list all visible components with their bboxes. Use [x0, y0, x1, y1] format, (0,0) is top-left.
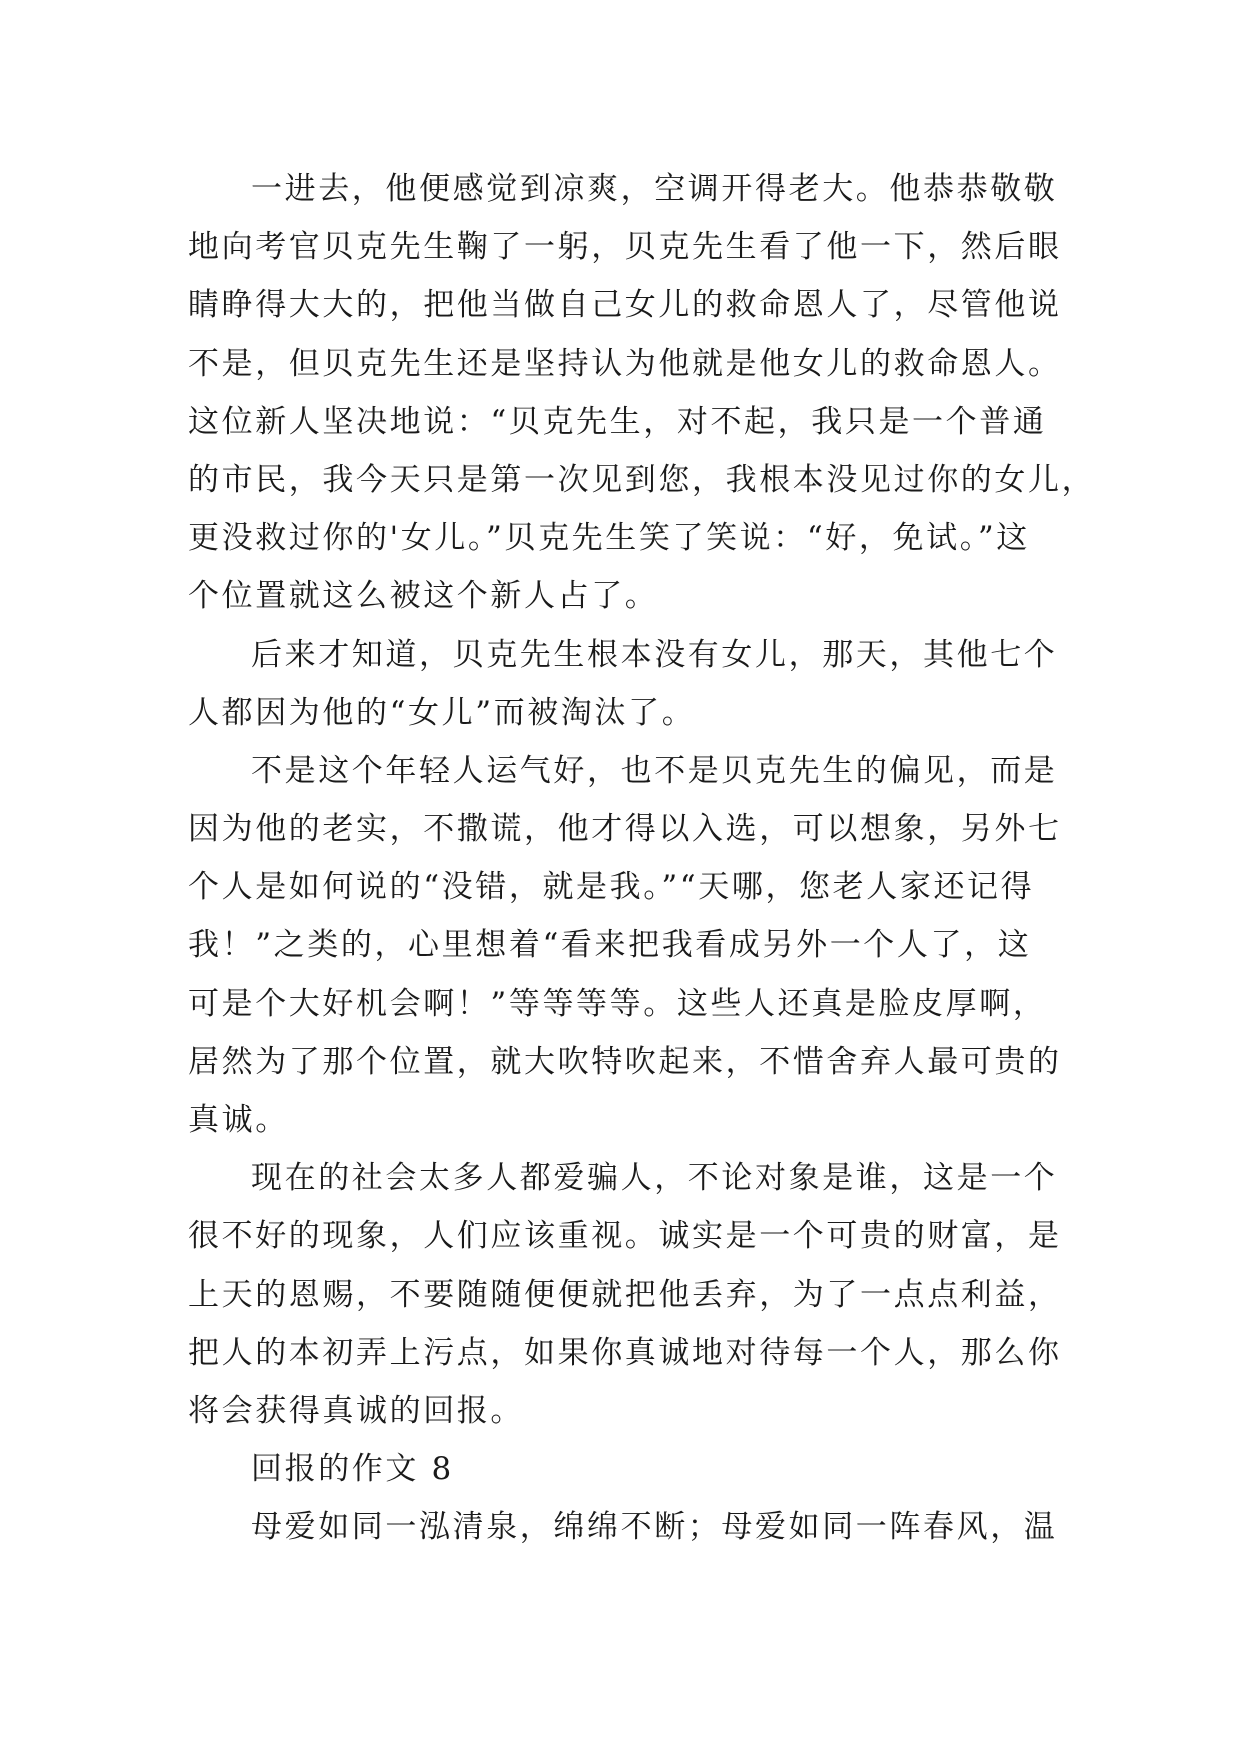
- text-line: 不是这个年轻人运气好，也不是贝克先生的偏见，而是: [251, 752, 1058, 789]
- text-line: 我！”之类的，心里想着“看来把我看成另外一个人了，这: [188, 927, 1032, 964]
- text-line: 上天的恩赐，不要随随便便就把他丢弃，为了一点点利益，: [188, 1276, 1062, 1313]
- text-line: 真诚。: [188, 1102, 289, 1138]
- text-line: 后来才知道，贝克先生根本没有女儿，那天，其他七个: [251, 636, 1058, 673]
- text-line: 居然为了那个位置，就大吹特吹起来，不惜舍弃人最可贵的: [188, 1043, 1062, 1080]
- text-line: 把人的本初弄上污点，如果你真诚地对待每一个人，那么你: [188, 1334, 1062, 1371]
- text-line: 现在的社会太多人都爱骗人，不论对象是谁，这是一个: [251, 1160, 1058, 1197]
- text-line: 很不好的现象，人们应该重视。诚实是一个可贵的财富，是: [188, 1218, 1062, 1255]
- text-line: 因为他的老实，不撒谎，他才得以入选，可以想象，另外七: [188, 811, 1062, 848]
- text-line: 睛睁得大大的，把他当做自己女儿的救命恩人了，尽管他说: [188, 287, 1062, 324]
- text-line: 这位新人坚决地说：“贝克先生，对不起，我只是一个普通: [188, 403, 1047, 440]
- text-line: 可是个大好机会啊！”等等等等。这些人还真是脸皮厚啊，: [188, 985, 1047, 1022]
- text-line: 母爱如同一泓清泉，绵绵不断；母爱如同一阵春风，温: [251, 1509, 1058, 1546]
- text-line: 地向考官贝克先生鞠了一躬，贝克先生看了他一下，然后眼: [188, 229, 1062, 266]
- section-heading: 回报的作文 8: [251, 1451, 454, 1488]
- body-text: [188, 160, 1096, 1557]
- text-line: 更没救过你的'女儿。”贝克先生笑了笑说：“好，免试。”这: [188, 520, 1030, 557]
- text-line: 个位置就这么被这个新人占了。: [188, 578, 659, 615]
- text-line: 不是，但贝克先生还是坚持认为他就是他女儿的救命恩人。: [188, 345, 1062, 382]
- text-line: 一进去，他便感觉到凉爽，空调开得老大。他恭恭敬敬: [251, 171, 1058, 207]
- text-line: 人都因为他的“女儿”而被淘汰了。: [188, 694, 696, 731]
- text-line: 的市民，我今天只是第一次见到您，我根本没见过你的女儿，: [188, 461, 1096, 498]
- text-line: 将会获得真诚的回报。: [188, 1392, 524, 1429]
- text-line: 个人是如何说的“没错，就是我。”“天哪，您老人家还记得: [188, 869, 1035, 906]
